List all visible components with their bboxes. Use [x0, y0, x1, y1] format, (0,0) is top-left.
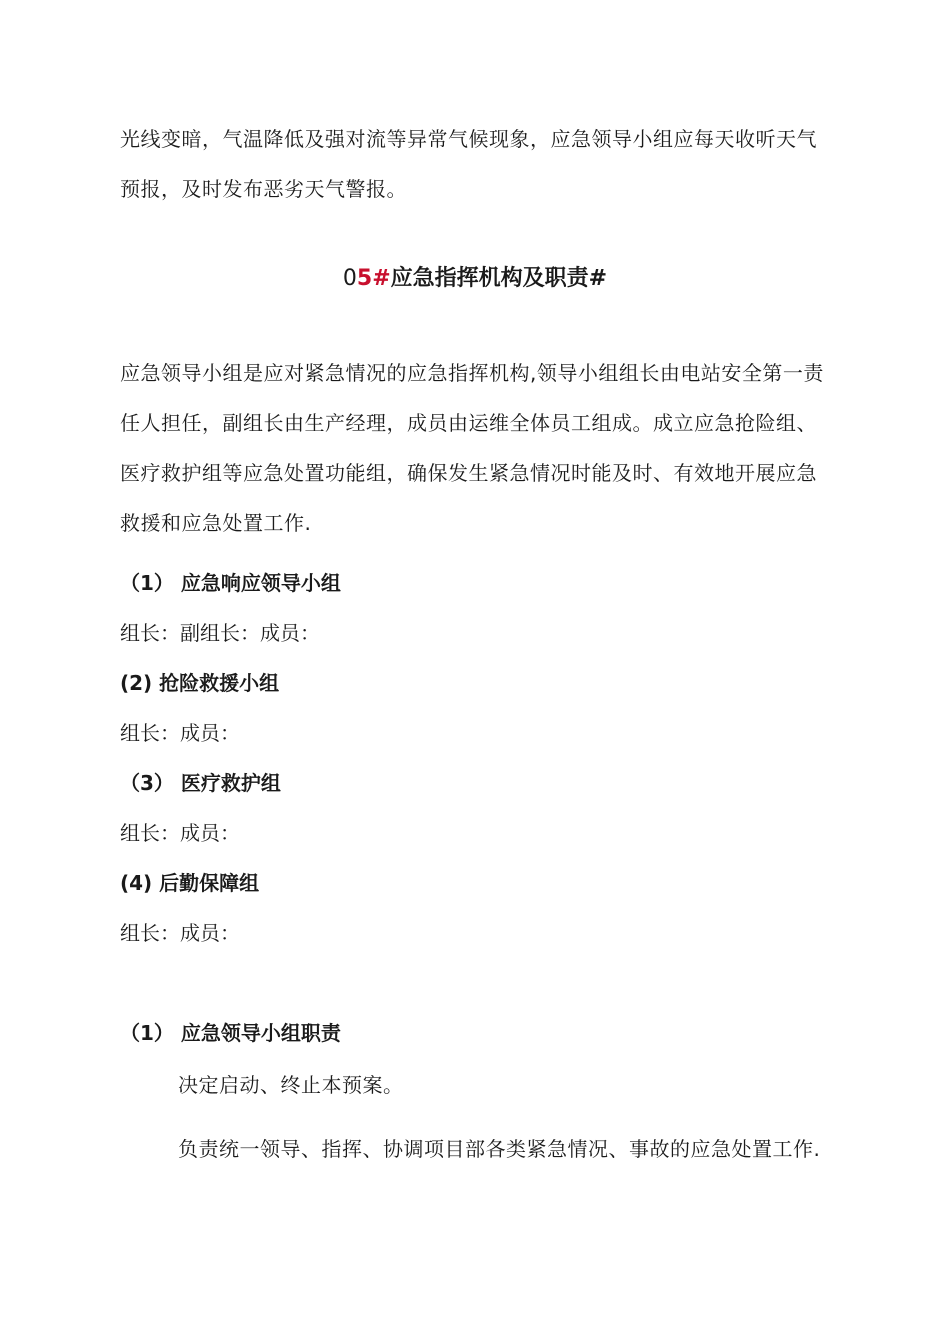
- group-heading: （3） 医疗救护组: [120, 771, 281, 795]
- org-paragraph: 应急领导小组是应对紧急情况的应急指挥机构,领导小组组长由电站安全第一责任人担任，副组长由生产经理，成员由运维全体员工组成。成立应急抢险组、医疗救护组等应急处置功能组，确保发生紧急情况时能及时、有效地开展应急救援和应急处置工作.: [120, 361, 824, 535]
- duty-item: 负责统一领导、指挥、协调项目部各类紧急情况、事故的应急处置工作.: [178, 1137, 821, 1161]
- group-members: 组长：成员：: [120, 721, 240, 745]
- intro-paragraph: 光线变暗，气温降低及强对流等异常气候现象，应急领导小组应每天收听天气预报，及时发布恶劣天气警报。: [120, 127, 817, 201]
- group-heading: (4) 后勤保障组: [120, 871, 260, 895]
- section-title-text: 应急指挥机构及职责#: [390, 266, 608, 291]
- section-title-marker: 5#: [356, 266, 391, 291]
- section-title: [0, 263, 950, 295]
- group-heading: (2) 抢险救援小组: [120, 671, 280, 695]
- section-title-prefix: 0: [342, 266, 357, 291]
- group-heading: （1） 应急响应领导小组: [120, 571, 341, 595]
- group-members: 组长：副组长：成员：: [120, 621, 320, 645]
- duties-heading: （1） 应急领导小组职责: [120, 1021, 341, 1045]
- group-members: 组长：成员：: [120, 921, 240, 945]
- duty-item: 决定启动、终止本预案。: [178, 1073, 404, 1097]
- group-members: 组长：成员：: [120, 821, 240, 845]
